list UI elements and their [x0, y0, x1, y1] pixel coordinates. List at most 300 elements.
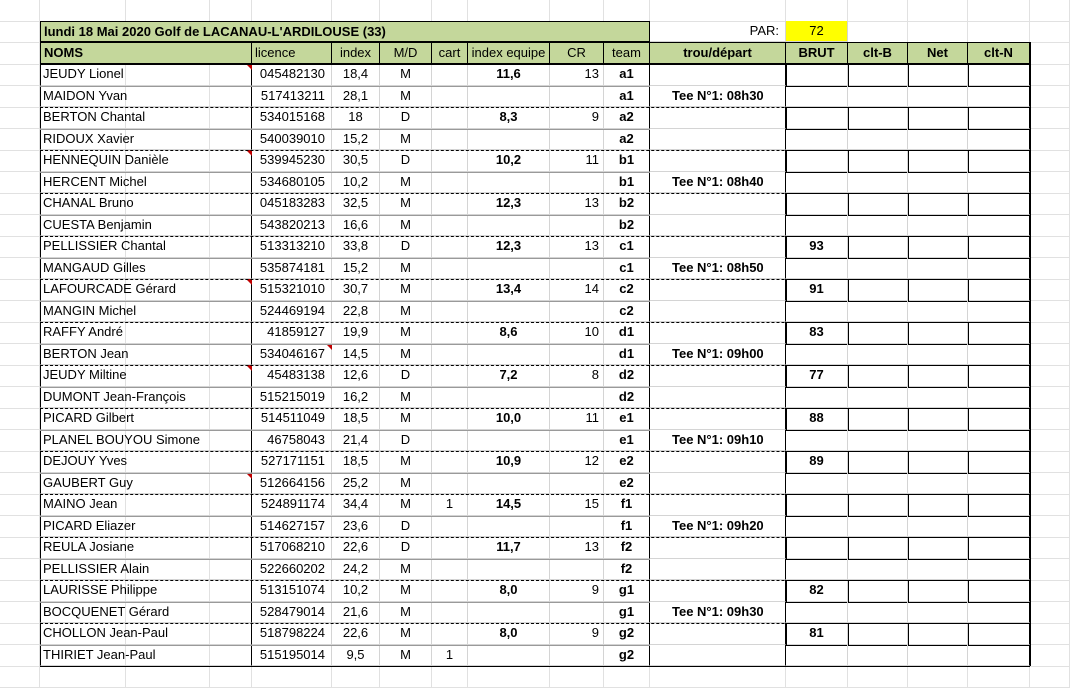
cell-tee[interactable] — [650, 301, 786, 323]
grid-cell[interactable] — [126, 0, 210, 22]
grid-cell[interactable] — [1030, 366, 1070, 388]
cell-cart[interactable] — [432, 623, 468, 645]
cell-ieq[interactable] — [468, 602, 550, 624]
grid-cell[interactable] — [1030, 43, 1070, 65]
cell-ieq[interactable]: 11,7 — [468, 537, 550, 559]
cell-index[interactable]: 30,5 — [332, 150, 380, 172]
cell-ieq[interactable]: 8,0 — [468, 623, 550, 645]
cell-tee[interactable]: Tee N°1: 08h50 — [650, 258, 786, 280]
grid-cell[interactable] — [1030, 129, 1070, 151]
column-header-cltb[interactable]: clt-B — [848, 42, 908, 64]
grid-cell[interactable] — [1030, 172, 1070, 194]
cell-cr[interactable] — [550, 215, 604, 237]
cell-brut[interactable] — [786, 645, 848, 667]
cell-cart[interactable] — [432, 215, 468, 237]
cell-cr[interactable] — [550, 387, 604, 409]
cell-cltb[interactable] — [848, 559, 908, 581]
cell-team[interactable]: d2 — [604, 387, 650, 409]
grid-cell[interactable] — [210, 667, 252, 688]
cell-nom[interactable]: MANGAUD Gilles — [40, 258, 252, 280]
cell-tee[interactable] — [650, 193, 786, 215]
grid-cell[interactable] — [1030, 473, 1070, 495]
cell-cltn[interactable] — [968, 172, 1030, 194]
cell-team[interactable]: b1 — [604, 172, 650, 194]
cell-index[interactable]: 10,2 — [332, 580, 380, 602]
cell-licence[interactable]: 515321010 — [252, 279, 332, 301]
cell-team[interactable]: b2 — [604, 193, 650, 215]
column-header-cr[interactable]: CR — [550, 42, 604, 64]
cell-licence[interactable]: 517068210 — [252, 537, 332, 559]
cell-ieq[interactable] — [468, 645, 550, 667]
cell-cart[interactable] — [432, 193, 468, 215]
grid-cell[interactable] — [1030, 215, 1070, 237]
cell-cart[interactable] — [432, 451, 468, 473]
grid-cell[interactable] — [0, 667, 40, 688]
grid-cell[interactable] — [432, 0, 468, 22]
column-header-licence[interactable]: licence — [252, 42, 332, 64]
cell-tee[interactable] — [650, 279, 786, 301]
cell-team[interactable]: b1 — [604, 150, 650, 172]
cell-cltb[interactable] — [848, 86, 908, 108]
cell-nom[interactable]: BOCQUENET Gérard — [40, 602, 252, 624]
grid-cell[interactable] — [1030, 280, 1070, 302]
cell-licence[interactable]: 524891174 — [252, 494, 332, 516]
cell-cart[interactable] — [432, 387, 468, 409]
cell-cr[interactable]: 9 — [550, 580, 604, 602]
cell-net[interactable] — [908, 516, 968, 538]
grid-cell[interactable] — [332, 0, 380, 22]
cell-index[interactable]: 19,9 — [332, 322, 380, 344]
cell-md[interactable]: M — [380, 258, 432, 280]
cell-cltb[interactable] — [848, 172, 908, 194]
cell-cltn[interactable] — [968, 602, 1030, 624]
cell-cr[interactable] — [550, 430, 604, 452]
sheet-title[interactable]: lundi 18 Mai 2020 Golf de LACANAU-L'ARDILOUSE (33) — [40, 21, 650, 42]
cell-cart[interactable] — [432, 537, 468, 559]
cell-ieq[interactable] — [468, 215, 550, 237]
cell-tee[interactable] — [650, 645, 786, 667]
cell-licence[interactable]: 524469194 — [252, 301, 332, 323]
cell-cltb[interactable] — [848, 602, 908, 624]
cell-md[interactable]: M — [380, 322, 432, 344]
cell-cltb[interactable] — [848, 215, 908, 237]
cell-cr[interactable]: 13 — [550, 537, 604, 559]
cell-cltn[interactable] — [968, 258, 1030, 280]
cell-index[interactable]: 18,5 — [332, 451, 380, 473]
cell-cart[interactable] — [432, 64, 468, 86]
cell-index[interactable]: 33,8 — [332, 236, 380, 258]
cell-index[interactable]: 21,4 — [332, 430, 380, 452]
cell-ieq[interactable] — [468, 301, 550, 323]
grid-cell[interactable] — [908, 667, 968, 688]
grid-cell[interactable] — [1030, 65, 1070, 87]
cell-cltb[interactable] — [848, 301, 908, 323]
cell-licence[interactable]: 46758043 — [252, 430, 332, 452]
cell-cr[interactable]: 13 — [550, 64, 604, 86]
cell-index[interactable]: 22,6 — [332, 623, 380, 645]
cell-ieq[interactable]: 10,9 — [468, 451, 550, 473]
cell-nom[interactable]: PICARD Gilbert — [40, 408, 252, 430]
cell-licence[interactable]: 515215019 — [252, 387, 332, 409]
cell-ieq[interactable]: 11,6 — [468, 64, 550, 86]
grid-cell[interactable] — [0, 516, 40, 538]
cell-cr[interactable] — [550, 258, 604, 280]
cell-index[interactable]: 28,1 — [332, 86, 380, 108]
cell-md[interactable]: M — [380, 172, 432, 194]
grid-cell[interactable] — [604, 667, 650, 688]
grid-cell[interactable] — [0, 43, 40, 65]
grid-cell[interactable] — [1030, 301, 1070, 323]
grid-cell[interactable] — [968, 0, 1030, 22]
cell-ieq[interactable] — [468, 559, 550, 581]
cell-team[interactable]: c2 — [604, 279, 650, 301]
cell-index[interactable]: 15,2 — [332, 129, 380, 151]
cell-team[interactable]: e2 — [604, 473, 650, 495]
cell-licence[interactable]: 517413211 — [252, 86, 332, 108]
cell-nom[interactable]: THIRIET Jean-Paul — [40, 645, 252, 667]
cell-index[interactable]: 12,6 — [332, 365, 380, 387]
grid-cell[interactable] — [968, 667, 1030, 688]
cell-tee[interactable] — [650, 387, 786, 409]
cell-tee[interactable]: Tee N°1: 09h00 — [650, 344, 786, 366]
grid-cell[interactable] — [1030, 0, 1070, 22]
cell-cr[interactable]: 14 — [550, 279, 604, 301]
cell-md[interactable]: M — [380, 408, 432, 430]
cell-brut[interactable] — [786, 86, 848, 108]
cell-licence[interactable]: 045482130 — [252, 64, 332, 86]
grid-cell[interactable] — [210, 0, 252, 22]
cell-cr[interactable] — [550, 516, 604, 538]
grid-cell[interactable] — [0, 280, 40, 302]
cell-tee[interactable] — [650, 365, 786, 387]
cell-tee[interactable]: Tee N°1: 09h10 — [650, 430, 786, 452]
grid-cell[interactable] — [468, 667, 550, 688]
cell-cltn[interactable] — [968, 344, 1030, 366]
grid-cell[interactable] — [1030, 602, 1070, 624]
cell-brut[interactable]: 91 — [786, 279, 848, 301]
cell-cltn[interactable] — [968, 473, 1030, 495]
cell-brut[interactable] — [786, 301, 848, 323]
cell-index[interactable]: 18 — [332, 107, 380, 129]
cell-cltb[interactable] — [848, 516, 908, 538]
cell-index[interactable]: 34,4 — [332, 494, 380, 516]
cell-index[interactable]: 15,2 — [332, 258, 380, 280]
cell-nom[interactable]: MAINO Jean — [40, 494, 252, 516]
cell-cart[interactable] — [432, 258, 468, 280]
cell-cltn[interactable] — [968, 215, 1030, 237]
cell-brut[interactable] — [786, 473, 848, 495]
column-header-tee[interactable]: trou/départ — [650, 42, 786, 64]
grid-cell[interactable] — [0, 194, 40, 216]
cell-ieq[interactable] — [468, 473, 550, 495]
cell-ieq[interactable]: 10,2 — [468, 150, 550, 172]
grid-cell[interactable] — [1030, 344, 1070, 366]
grid-cell[interactable] — [650, 667, 786, 688]
cell-net[interactable] — [908, 129, 968, 151]
cell-team[interactable]: e2 — [604, 451, 650, 473]
cell-tee[interactable]: Tee N°1: 08h30 — [650, 86, 786, 108]
grid-cell[interactable] — [0, 237, 40, 259]
cell-team[interactable]: c1 — [604, 258, 650, 280]
grid-cell[interactable] — [1030, 409, 1070, 431]
grid-cell[interactable] — [908, 22, 968, 44]
cell-index[interactable]: 32,5 — [332, 193, 380, 215]
cell-cr[interactable]: 9 — [550, 107, 604, 129]
cell-team[interactable]: g1 — [604, 602, 650, 624]
cell-index[interactable]: 23,6 — [332, 516, 380, 538]
grid-cell[interactable] — [0, 172, 40, 194]
cell-cltn[interactable] — [968, 129, 1030, 151]
cell-brut[interactable] — [786, 129, 848, 151]
cell-nom[interactable]: MANGIN Michel — [40, 301, 252, 323]
cell-cart[interactable]: 1 — [432, 645, 468, 667]
cell-md[interactable]: M — [380, 215, 432, 237]
grid-cell[interactable] — [1030, 516, 1070, 538]
grid-cell[interactable] — [0, 473, 40, 495]
cell-cltn[interactable] — [968, 559, 1030, 581]
grid-cell[interactable] — [1030, 667, 1070, 688]
cell-licence[interactable]: 534046167 — [252, 344, 332, 366]
grid-cell[interactable] — [0, 581, 40, 603]
cell-cltb[interactable] — [848, 258, 908, 280]
cell-nom[interactable]: GAUBERT Guy — [40, 473, 252, 495]
cell-nom[interactable]: JEUDY Lionel — [40, 64, 252, 86]
cell-team[interactable]: f1 — [604, 516, 650, 538]
cell-tee[interactable] — [650, 537, 786, 559]
cell-index[interactable]: 18,5 — [332, 408, 380, 430]
grid-cell[interactable] — [0, 344, 40, 366]
cell-team[interactable]: f2 — [604, 559, 650, 581]
cell-cr[interactable]: 8 — [550, 365, 604, 387]
cell-licence[interactable]: 45483138 — [252, 365, 332, 387]
cell-team[interactable]: e1 — [604, 430, 650, 452]
grid-cell[interactable] — [0, 65, 40, 87]
grid-cell[interactable] — [0, 409, 40, 431]
cell-team[interactable]: g2 — [604, 623, 650, 645]
par-label[interactable]: PAR: — [650, 21, 786, 42]
grid-cell[interactable] — [252, 667, 332, 688]
grid-cell[interactable] — [0, 215, 40, 237]
grid-cell[interactable] — [0, 366, 40, 388]
cell-cr[interactable] — [550, 645, 604, 667]
column-header-cltn[interactable]: clt-N — [968, 42, 1030, 64]
cell-nom[interactable]: LAFOURCADE Gérard — [40, 279, 252, 301]
grid-cell[interactable] — [0, 301, 40, 323]
cell-team[interactable]: f2 — [604, 537, 650, 559]
cell-tee[interactable] — [650, 236, 786, 258]
grid-cell[interactable] — [0, 645, 40, 667]
cell-licence[interactable]: 518798224 — [252, 623, 332, 645]
cell-cart[interactable] — [432, 150, 468, 172]
cell-brut[interactable] — [786, 559, 848, 581]
cell-index[interactable]: 18,4 — [332, 64, 380, 86]
cell-nom[interactable]: REULA Josiane — [40, 537, 252, 559]
column-header-cart[interactable]: cart — [432, 42, 468, 64]
cell-licence[interactable]: 528479014 — [252, 602, 332, 624]
column-header-nom[interactable]: NOMS — [40, 42, 252, 64]
par-value[interactable]: 72 — [786, 21, 848, 42]
cell-licence[interactable]: 534015168 — [252, 107, 332, 129]
cell-tee[interactable] — [650, 451, 786, 473]
cell-net[interactable] — [908, 387, 968, 409]
grid-cell[interactable] — [0, 495, 40, 517]
cell-nom[interactable]: HENNEQUIN Danièle — [40, 150, 252, 172]
grid-cell[interactable] — [40, 0, 126, 22]
cell-md[interactable]: D — [380, 430, 432, 452]
cell-ieq[interactable] — [468, 430, 550, 452]
cell-licence[interactable]: 522660202 — [252, 559, 332, 581]
cell-md[interactable]: D — [380, 365, 432, 387]
cell-licence[interactable]: 539945230 — [252, 150, 332, 172]
cell-md[interactable]: M — [380, 494, 432, 516]
cell-cart[interactable] — [432, 473, 468, 495]
cell-ieq[interactable]: 10,0 — [468, 408, 550, 430]
cell-net[interactable] — [908, 645, 968, 667]
cell-net[interactable] — [908, 172, 968, 194]
cell-team[interactable]: c2 — [604, 301, 650, 323]
cell-cr[interactable]: 10 — [550, 322, 604, 344]
cell-index[interactable]: 21,6 — [332, 602, 380, 624]
column-header-md[interactable]: M/D — [380, 42, 432, 64]
cell-cart[interactable] — [432, 516, 468, 538]
grid-cell[interactable] — [848, 667, 908, 688]
grid-cell[interactable] — [0, 430, 40, 452]
cell-team[interactable]: g1 — [604, 580, 650, 602]
cell-md[interactable]: M — [380, 279, 432, 301]
cell-net[interactable] — [908, 301, 968, 323]
cell-md[interactable]: M — [380, 602, 432, 624]
grid-cell[interactable] — [0, 129, 40, 151]
cell-nom[interactable]: RIDOUX Xavier — [40, 129, 252, 151]
cell-cart[interactable] — [432, 602, 468, 624]
cell-index[interactable]: 24,2 — [332, 559, 380, 581]
cell-cltb[interactable] — [848, 387, 908, 409]
cell-cr[interactable] — [550, 602, 604, 624]
cell-brut[interactable]: 82 — [786, 580, 848, 602]
cell-index[interactable]: 22,6 — [332, 537, 380, 559]
cell-cltb[interactable] — [848, 430, 908, 452]
cell-nom[interactable]: CHANAL Bruno — [40, 193, 252, 215]
cell-tee[interactable] — [650, 559, 786, 581]
cell-tee[interactable] — [650, 473, 786, 495]
cell-team[interactable]: b2 — [604, 215, 650, 237]
grid-cell[interactable] — [1030, 108, 1070, 130]
cell-net[interactable] — [908, 258, 968, 280]
cell-team[interactable]: d1 — [604, 322, 650, 344]
cell-brut[interactable]: 93 — [786, 236, 848, 258]
cell-brut[interactable]: 81 — [786, 623, 848, 645]
cell-index[interactable]: 9,5 — [332, 645, 380, 667]
cell-team[interactable]: a1 — [604, 86, 650, 108]
cell-net[interactable] — [908, 473, 968, 495]
cell-tee[interactable] — [650, 215, 786, 237]
grid-cell[interactable] — [0, 86, 40, 108]
cell-cart[interactable]: 1 — [432, 494, 468, 516]
cell-cr[interactable] — [550, 172, 604, 194]
cell-tee[interactable] — [650, 494, 786, 516]
grid-cell[interactable] — [550, 667, 604, 688]
cell-nom[interactable]: BERTON Chantal — [40, 107, 252, 129]
cell-brut[interactable]: 89 — [786, 451, 848, 473]
cell-ieq[interactable] — [468, 516, 550, 538]
cell-ieq[interactable] — [468, 387, 550, 409]
grid-cell[interactable] — [550, 0, 604, 22]
cell-nom[interactable]: PLANEL BOUYOU Simone — [40, 430, 252, 452]
cell-net[interactable] — [908, 215, 968, 237]
cell-licence[interactable]: 527171151 — [252, 451, 332, 473]
cell-net[interactable] — [908, 86, 968, 108]
grid-cell[interactable] — [1030, 151, 1070, 173]
cell-cart[interactable] — [432, 107, 468, 129]
cell-team[interactable]: f1 — [604, 494, 650, 516]
cell-md[interactable]: M — [380, 623, 432, 645]
cell-cart[interactable] — [432, 322, 468, 344]
cell-tee[interactable] — [650, 408, 786, 430]
cell-ieq[interactable]: 14,5 — [468, 494, 550, 516]
cell-cr[interactable]: 9 — [550, 623, 604, 645]
grid-cell[interactable] — [1030, 22, 1070, 44]
cell-brut[interactable] — [786, 602, 848, 624]
cell-ieq[interactable]: 8,6 — [468, 322, 550, 344]
cell-ieq[interactable] — [468, 258, 550, 280]
cell-cart[interactable] — [432, 301, 468, 323]
cell-cr[interactable] — [550, 559, 604, 581]
cell-md[interactable]: M — [380, 86, 432, 108]
cell-tee[interactable] — [650, 580, 786, 602]
cell-cltn[interactable] — [968, 645, 1030, 667]
cell-ieq[interactable]: 7,2 — [468, 365, 550, 387]
cell-cr[interactable]: 11 — [550, 150, 604, 172]
grid-cell[interactable] — [908, 0, 968, 22]
cell-brut[interactable] — [786, 258, 848, 280]
grid-cell[interactable] — [0, 559, 40, 581]
cell-brut[interactable] — [786, 344, 848, 366]
cell-cltn[interactable] — [968, 86, 1030, 108]
cell-cart[interactable] — [432, 580, 468, 602]
cell-team[interactable]: a1 — [604, 64, 650, 86]
cell-tee[interactable] — [650, 107, 786, 129]
cell-index[interactable]: 25,2 — [332, 473, 380, 495]
cell-nom[interactable]: HERCENT Michel — [40, 172, 252, 194]
cell-tee[interactable]: Tee N°1: 09h30 — [650, 602, 786, 624]
cell-net[interactable] — [908, 430, 968, 452]
cell-md[interactable]: M — [380, 193, 432, 215]
cell-brut[interactable]: 77 — [786, 365, 848, 387]
cell-tee[interactable]: Tee N°1: 08h40 — [650, 172, 786, 194]
cell-licence[interactable]: 514627157 — [252, 516, 332, 538]
cell-index[interactable]: 10,2 — [332, 172, 380, 194]
cell-ieq[interactable]: 8,3 — [468, 107, 550, 129]
cell-cltn[interactable] — [968, 387, 1030, 409]
grid-cell[interactable] — [786, 667, 848, 688]
cell-cart[interactable] — [432, 236, 468, 258]
column-header-team[interactable]: team — [604, 42, 650, 64]
cell-md[interactable]: M — [380, 559, 432, 581]
grid-cell[interactable] — [1030, 452, 1070, 474]
cell-tee[interactable] — [650, 129, 786, 151]
cell-cr[interactable] — [550, 473, 604, 495]
cell-nom[interactable]: DEJOUY Yves — [40, 451, 252, 473]
cell-licence[interactable]: 534680105 — [252, 172, 332, 194]
grid-cell[interactable] — [1030, 237, 1070, 259]
cell-licence[interactable]: 515195014 — [252, 645, 332, 667]
cell-licence[interactable]: 543820213 — [252, 215, 332, 237]
cell-cr[interactable] — [550, 129, 604, 151]
cell-tee[interactable] — [650, 150, 786, 172]
grid-cell[interactable] — [1030, 194, 1070, 216]
cell-cltb[interactable] — [848, 473, 908, 495]
cell-cr[interactable]: 12 — [550, 451, 604, 473]
